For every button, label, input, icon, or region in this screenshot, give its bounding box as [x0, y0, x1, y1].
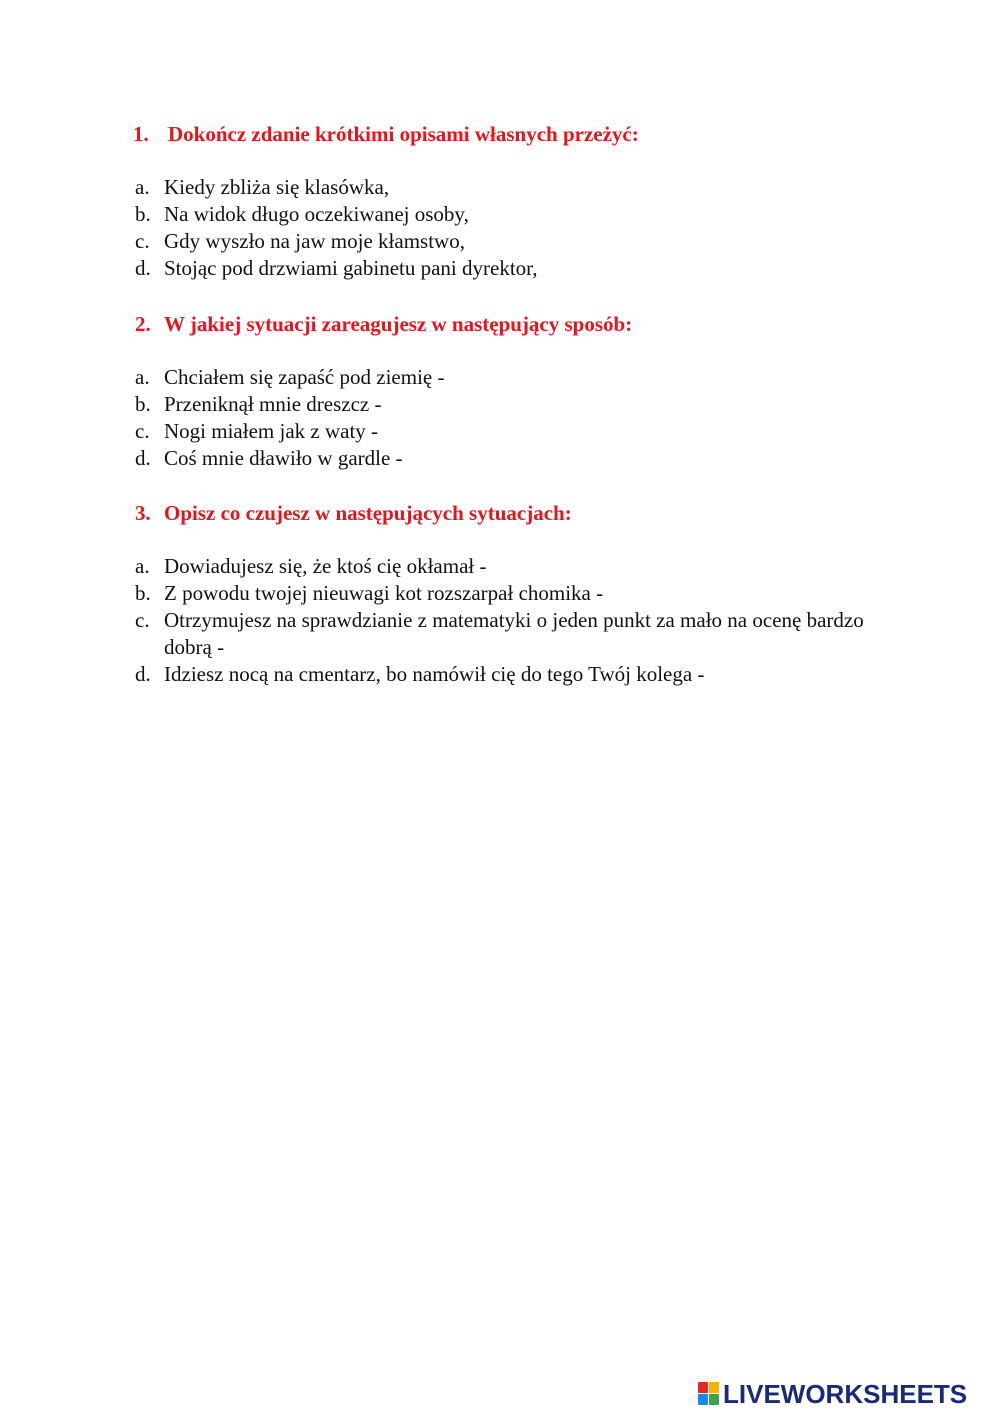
item-text: Stojąc pod drzwiami gabinetu pani dyrektor, — [164, 256, 538, 280]
section-2-title: W jakiej sytuacji zareagujesz w następujący sposób: — [164, 312, 633, 336]
item-letter: d. — [135, 662, 151, 686]
item-text: Nogi miałem jak z waty - — [164, 419, 379, 443]
item-letter: a. — [135, 175, 150, 199]
section-2-number: 2. — [135, 312, 151, 336]
item-text: Coś mnie dławiło w gardle - — [164, 446, 403, 470]
item-text: Na widok długo oczekiwanej osoby, — [164, 202, 469, 226]
item-letter: c. — [135, 419, 150, 443]
item-letter: d. — [135, 256, 151, 280]
item-text: Dowiadujesz się, że ktoś cię okłamał - — [164, 554, 487, 578]
item-text: Chciałem się zapaść pod ziemię - — [164, 365, 445, 389]
item-letter: c. — [135, 229, 150, 253]
item-text: Kiedy zbliża się klasówka, — [164, 175, 390, 199]
item-text: Gdy wyszło na jaw moje kłamstwo, — [164, 229, 465, 253]
item-text: Otrzymujesz na sprawdzianie z matematyki o jeden punkt za mało na ocenę bardzo dobrą - — [164, 608, 864, 659]
item-text: Z powodu twojej nieuwagi kot rozszarpał chomika - — [164, 581, 604, 605]
brand-name: LIVEWORKSHEETS — [723, 1379, 968, 1409]
item-letter: d. — [135, 446, 151, 470]
liveworksheets-logo — [698, 1380, 967, 1408]
section-3-title: Opisz co czujesz w następujących sytuacjach: — [164, 501, 572, 525]
item-letter: b. — [135, 392, 151, 416]
liveworksheets-logo-icon — [698, 1382, 720, 1406]
item-letter: b. — [135, 202, 151, 226]
item-letter: c. — [135, 608, 150, 632]
item-text: Przeniknął mnie dreszcz - — [164, 392, 382, 416]
item-letter: a. — [135, 365, 150, 389]
section-3-number: 3. — [135, 501, 151, 525]
item-letter: a. — [135, 554, 150, 578]
item-letter: b. — [135, 581, 151, 605]
section-1-title: Dokończ zdanie krótkimi opisami własnych przeżyć: — [168, 122, 639, 146]
item-text: Idziesz nocą na cmentarz, bo namówił cię do tego Twój kolega - — [164, 662, 705, 686]
section-1-number: 1. — [133, 122, 149, 146]
